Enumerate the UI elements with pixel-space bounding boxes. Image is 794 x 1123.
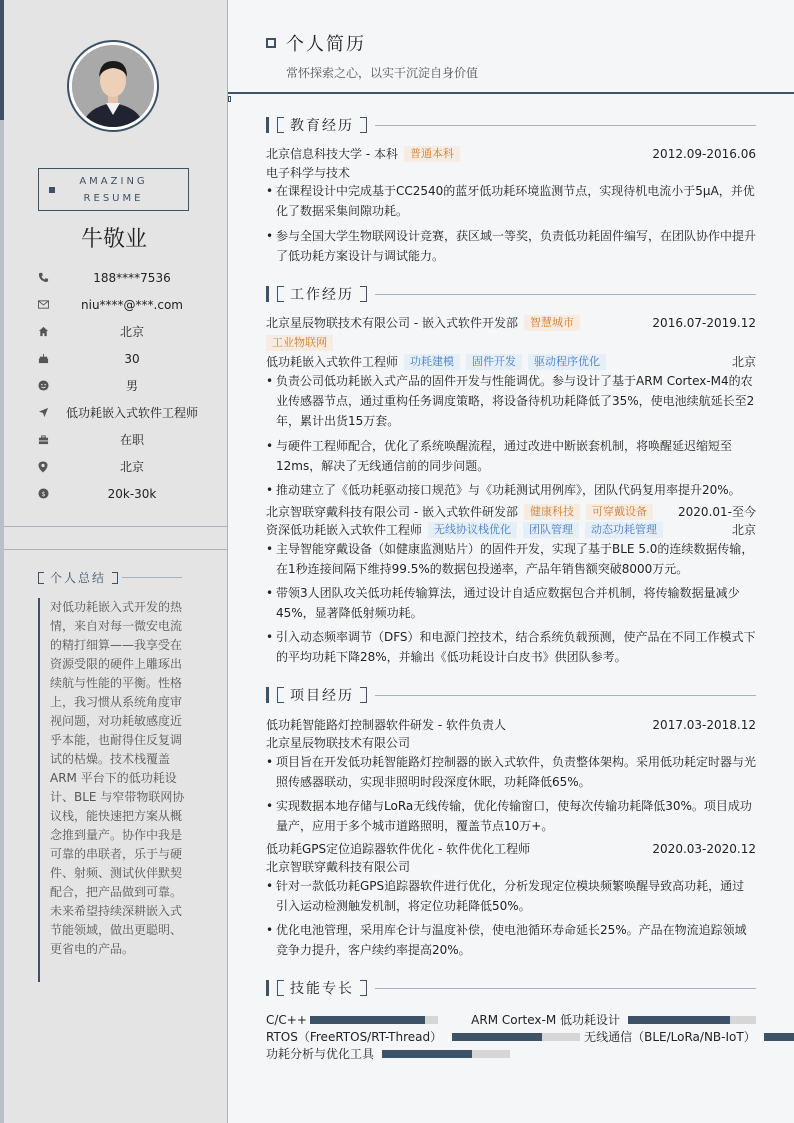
project-name: 低功耗智能路灯控制器软件研发 - 软件负责人 xyxy=(266,718,506,732)
personal-info-list xyxy=(36,264,214,507)
briefcase-icon xyxy=(36,433,50,447)
skill-bar xyxy=(764,1033,794,1041)
skill-tag: 动态功耗管理 xyxy=(585,522,663,538)
person-silhouette-icon xyxy=(72,45,154,127)
industry-tag: 智慧城市 xyxy=(524,315,580,331)
job-bullet: • 与硬件工程师配合，优化了系统唤醒流程，通过改进中断嵌套机制，将唤醒延迟缩短至12ms，解决了无线通信前的同步问题。 xyxy=(266,436,756,476)
info-email xyxy=(36,291,214,318)
cake-icon xyxy=(36,352,50,366)
coin-icon xyxy=(36,487,50,501)
info-salary xyxy=(36,480,214,507)
industry-tag: 可穿戴设备 xyxy=(586,504,653,520)
sidebar-edge-accent xyxy=(0,0,4,120)
info-job-target xyxy=(36,399,214,426)
project-header xyxy=(266,840,756,857)
skill-row xyxy=(266,1045,756,1062)
skill-bar xyxy=(628,1016,756,1024)
job-location: 北京 xyxy=(731,355,756,369)
section-rule xyxy=(375,294,756,295)
job-tags-wrap xyxy=(266,335,756,351)
skill-tag: 团队管理 xyxy=(523,522,579,538)
age-value: 30 xyxy=(124,351,140,366)
skill-item xyxy=(471,1011,756,1028)
school-name: 北京信息科技大学 - 本科 xyxy=(266,147,398,161)
sidebar-divider xyxy=(4,549,228,550)
phone-icon xyxy=(36,271,50,285)
skill-tag: 固件开发 xyxy=(466,354,522,370)
page-subtitle: 常怀探索之心，以实干沉淀自身价值 xyxy=(286,66,479,80)
sidebar xyxy=(0,0,228,1123)
section-heading-skills xyxy=(266,979,756,997)
project-company-row xyxy=(266,734,756,751)
job-bullet: • 带领3人团队攻关低功耗传输算法，通过设计自适应数据包合并机制，将传输数据量减少45%，显著降低射频功耗。 xyxy=(266,583,756,623)
sidebar-edge xyxy=(0,0,4,1123)
bracket-right-icon xyxy=(360,117,367,133)
section-bar xyxy=(266,687,269,703)
section-title: 技能专长 xyxy=(290,981,354,997)
skill-name: 无线通信（BLE/LoRa/NB-IoT） xyxy=(584,1030,756,1044)
amazing-resume-badge xyxy=(38,168,189,211)
education-header xyxy=(266,145,756,162)
project-date: 2017.03-2018.12 xyxy=(652,717,756,732)
skill-bar-fill xyxy=(452,1033,542,1041)
info-city xyxy=(36,318,214,345)
bracket-left-icon xyxy=(277,286,284,302)
bracket-left-icon xyxy=(277,980,284,996)
location-value: 北京 xyxy=(119,460,144,474)
section-title: 教育经历 xyxy=(290,118,354,134)
skill-name: ARM Cortex-M 低功耗设计 xyxy=(471,1013,620,1027)
info-age xyxy=(36,345,214,372)
section-heading-projects xyxy=(266,686,756,704)
job-date: 2016.07-2019.12 xyxy=(652,315,756,330)
skill-bar-fill xyxy=(310,1016,425,1024)
project-bullet: • 实现数据本地存储与LoRa无线传输，优化传输窗口，使每次传输功耗降低30%。项目成功量产，应用于多个城市道路照明，覆盖节点10万+。 xyxy=(266,796,756,836)
project-company: 北京智联穿戴科技有限公司 xyxy=(266,860,411,874)
send-icon xyxy=(36,406,50,420)
info-gender xyxy=(36,372,214,399)
skill-bar xyxy=(452,1033,580,1041)
project-name: 低功耗GPS定位追踪器软件优化 - 软件优化工程师 xyxy=(266,842,531,856)
section-bar xyxy=(266,286,269,302)
job-date: 2020.01-至今 xyxy=(678,505,756,519)
city-value: 北京 xyxy=(119,325,144,339)
job-bullet: • 主导智能穿戴设备（如健康监测贴片）的固件开发，实现了基于BLE 5.0的连续数据传输，在1秒连接间隔下维持99.5%的数据包投递率，产品年销售额突破8000万元。 xyxy=(266,539,756,579)
header-marker xyxy=(228,96,231,102)
job-position-row xyxy=(266,521,756,538)
company-name: 北京星辰物联技术有限公司 - 嵌入式软件开发部 xyxy=(266,316,518,330)
education-date: 2012.09-2016.06 xyxy=(652,146,756,161)
bracket-left-icon xyxy=(277,687,284,703)
job-header xyxy=(266,314,756,331)
skill-item xyxy=(266,1045,510,1062)
svg-text:$: $ xyxy=(40,489,46,498)
education-major xyxy=(266,164,756,181)
summary-heading xyxy=(38,569,182,586)
info-location xyxy=(36,453,214,480)
section-title: 工作经历 xyxy=(290,287,354,303)
position-title: 低功耗嵌入式软件工程师 xyxy=(266,355,399,369)
main-content xyxy=(228,0,794,1123)
section-rule xyxy=(375,125,756,126)
skill-bar xyxy=(382,1050,510,1058)
job-target-value: 低功耗嵌入式软件工程师 xyxy=(65,406,198,420)
job-position-row xyxy=(266,353,756,370)
location-pin-icon xyxy=(36,460,50,474)
section-bar xyxy=(266,117,269,133)
avatar-photo xyxy=(72,45,154,127)
skill-tag: 无线协议栈优化 xyxy=(428,522,517,538)
job-header xyxy=(266,503,756,520)
badge-line-1: AMAZING xyxy=(79,176,148,187)
email-value: niu****@***.com xyxy=(81,297,183,312)
project-bullet: • 优化电池管理，采用库仑计与温度补偿，使电池循环寿命延长25%。产品在物流追踪领域竞争力提升，客户续约率提高20%。 xyxy=(266,920,756,960)
skill-row xyxy=(266,1011,756,1028)
skill-tag: 功耗建模 xyxy=(404,354,460,370)
avatar xyxy=(67,40,159,132)
job-bullet: • 推动建立了《低功耗驱动接口规范》与《功耗测试用例库》，团队代码复用率提升20%。 xyxy=(266,480,756,500)
phone-value: 188****7536 xyxy=(93,270,171,285)
section-rule xyxy=(375,695,756,696)
education-bullet: • 在课程设计中完成基于CC2540的蓝牙低功耗环境监测节点，实现待机电流小于5μA，并优化了数据采集间隙功耗。 xyxy=(266,181,756,221)
skill-bar-fill xyxy=(764,1033,794,1041)
education-tag: 普通本科 xyxy=(404,146,460,162)
bracket-right-icon xyxy=(360,687,367,703)
position-title: 资深低功耗嵌入式软件工程师 xyxy=(266,523,423,537)
section-rule xyxy=(375,988,756,989)
sidebar-divider xyxy=(4,526,228,527)
section-title: 项目经历 xyxy=(290,688,354,704)
job-bullet: • 负责公司低功耗嵌入式产品的固件开发与性能调优。参与设计了基于ARM Cortex-M4的农业传感器节点，通过重构任务调度策略，将设备待机功耗降低了35%，使电池续航延长至2年，累计出货15万套。 xyxy=(266,371,756,431)
section-heading-work xyxy=(266,285,756,303)
salary-value: 20k-30k xyxy=(107,486,157,501)
skill-item xyxy=(266,1028,580,1045)
skill-name: C/C++ xyxy=(266,1012,307,1027)
bracket-right-icon xyxy=(360,980,367,996)
job-bullet: • 引入动态频率调节（DFS）和电源门控技术，结合系统负载预测，使产品在不同工作模式下的平均功耗下降28%，并输出《低功耗设计白皮书》供团队参考。 xyxy=(266,627,756,667)
home-icon xyxy=(36,325,50,339)
skill-bar-fill xyxy=(382,1050,472,1058)
header-rule xyxy=(228,92,794,94)
job-location: 北京 xyxy=(731,523,756,537)
company-name: 北京智联穿戴科技有限公司 - 嵌入式软件研发部 xyxy=(266,505,518,519)
education-bullet: • 参与全国大学生物联网设计竞赛，获区域一等奖，负责低功耗固件编写，在团队协作中提升了低功耗方案设计与调试能力。 xyxy=(266,226,756,266)
page-title: 个人简历 xyxy=(286,34,366,55)
bracket-left-icon xyxy=(277,117,284,133)
mail-icon xyxy=(36,298,50,312)
summary-title: 个人总结 xyxy=(50,571,107,585)
project-bullet: • 项目旨在开发低功耗智能路灯控制器的嵌入式软件，负责整体架构。采用低功耗定时器与光照传感器联动，实现非照明时段深度休眠，功耗降低65%。 xyxy=(266,752,756,792)
bracket-right-icon xyxy=(112,572,118,584)
project-bullet: • 针对一款低功耗GPS追踪器软件进行优化，分析发现定位模块频繁唤醒导致高功耗，通过引入运动检测触发机制，将定位功耗降低50%。 xyxy=(266,876,756,916)
section-bar xyxy=(266,980,269,996)
skill-bar-fill xyxy=(628,1016,730,1024)
major-name: 电子科学与技术 xyxy=(266,166,351,180)
face-icon xyxy=(36,379,50,393)
skill-row xyxy=(266,1028,794,1045)
skill-name: 功耗分析与优化工具 xyxy=(266,1047,375,1061)
project-header xyxy=(266,716,756,733)
square-marker-icon xyxy=(266,38,276,48)
heading-rule xyxy=(122,577,182,578)
square-marker-icon xyxy=(49,187,55,193)
summary-text: 对低功耗嵌入式开发的热情，来自对每一微安电流的精打细算——我享受在资源受限的硬件上雕琢出续航与性能的平衡。性格上，我习惯从系统角度审视问题，对功耗敏感度近乎本能，也耐得住反复调试的枯燥。技术栈覆盖ARM 平台下的低功耗设计、BLE 与窄带物联网协议栈，能快速把方案从概念推到量产。协作中我是可靠的串联者，乐于与硬件、射频、测试伙伴默契配合，把产品做到可靠。未来希望持续深耕嵌入式节能领域，做出更聪明、更省电的产品。 xyxy=(38,598,186,982)
project-date: 2020.03-2020.12 xyxy=(652,841,756,856)
gender-value: 男 xyxy=(125,379,138,393)
industry-tag: 工业物联网 xyxy=(266,335,333,351)
project-company-row xyxy=(266,858,756,875)
section-heading-education xyxy=(266,116,756,134)
skill-bar xyxy=(310,1016,438,1024)
info-phone xyxy=(36,264,214,291)
bracket-right-icon xyxy=(360,286,367,302)
skill-item xyxy=(266,1013,471,1027)
status-value: 在职 xyxy=(119,433,144,447)
industry-tag: 健康科技 xyxy=(524,504,580,520)
skill-tag: 驱动程序优化 xyxy=(528,354,606,370)
project-company: 北京星辰物联技术有限公司 xyxy=(266,736,411,750)
skill-item xyxy=(584,1028,794,1045)
candidate-name: 牛敬业 xyxy=(80,227,147,252)
info-status xyxy=(36,426,214,453)
bracket-left-icon xyxy=(38,572,44,584)
badge-line-2: RESUME xyxy=(83,193,144,204)
skill-name: RTOS（FreeRTOS/RT-Thread） xyxy=(266,1030,443,1044)
